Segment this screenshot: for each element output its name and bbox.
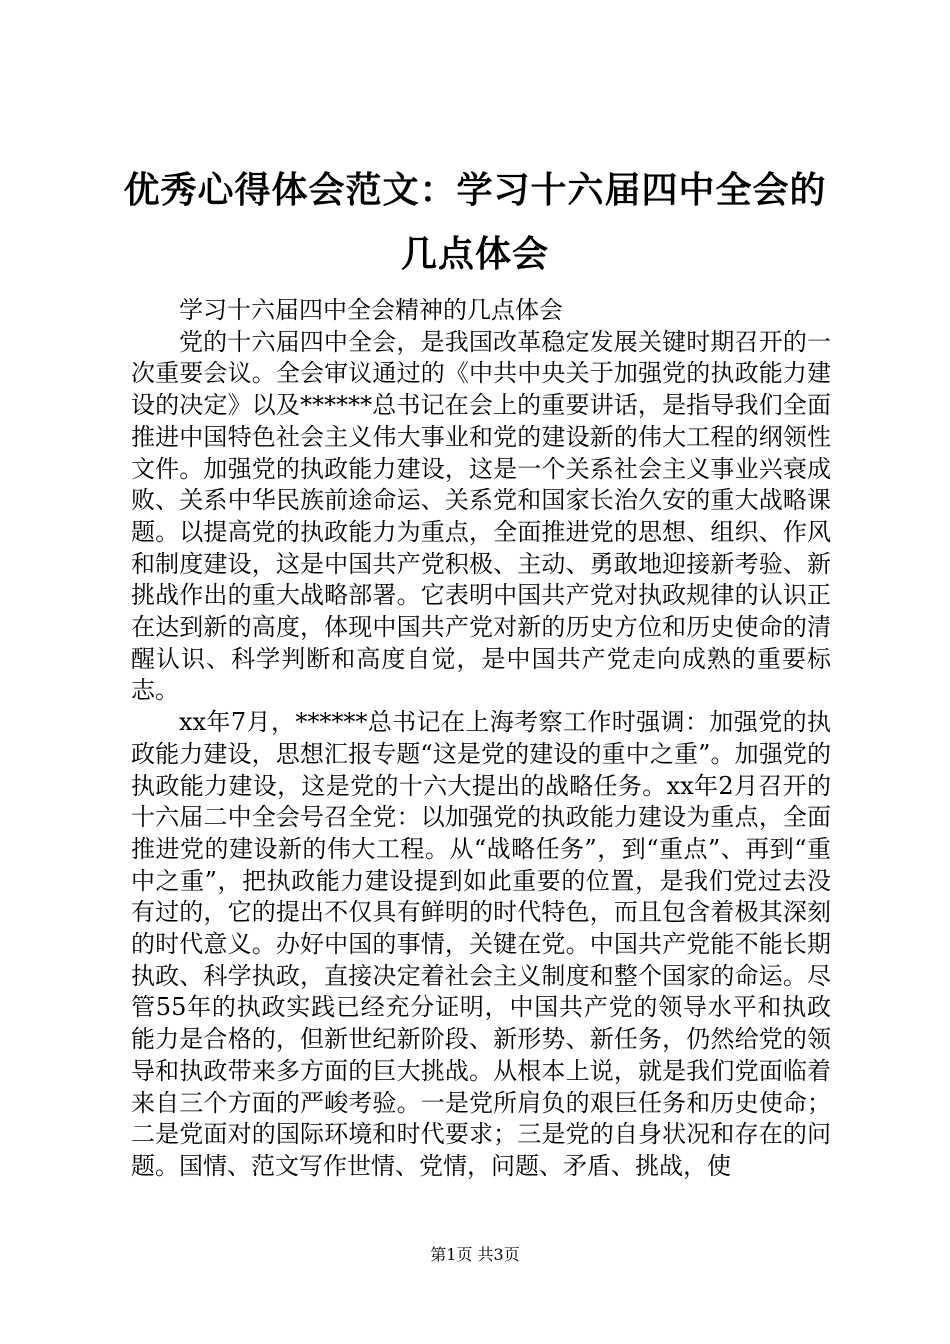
paragraph: xx年7月，******总书记在上海考察工作时强调：加强党的执政能力建设，思想汇报专题“这是党的建设的重中之重”。加强党的执政能力建设，这是党的十六大提出的战略任务。xx年2月召开的十六届二中全会号召全党：以加强党的执政能力建设为重点，全面推进党的建设新的伟大工程。从“战略任务”，到“重点”、再到“重中之重”，把执政能力建设提到如此重要的位置，是我们党过去没有过的，它的提出不仅具有鲜明的时代特色，而且包含着极其深刻的时代意义。办好中国的事情，关键在党。中国共产党能不能长期执政、科学执政，直接决定着社会主义制度和整个国家的命运。尽管55年的执政实践已经充分证明，中国共产党的领导水平和执政能力是合格的，但新世纪新阶段、新形势、新任务，仍然给党的领导和执政带来多方面的巨大挑战。从根本上说，就是我们党面临着来自三个方面的严峻考验。一是党所肩负的艰巨任务和历史使命；二是党面对的国际环境和时代要求；三是党的自身状况和存在的问题。国情、范文写作世情、党情，问题、矛盾、挑战，使 xyxy=(131,708,831,1180)
document-subtitle: 学习十六届四中全会精神的几点体会 xyxy=(179,296,563,324)
paragraph: 党的十六届四中全会，是我国改革稳定发展关键时期召开的一次重要会议。全会审议通过的《中共中央关于加强党的执政能力建设的决定》以及******总书记在会上的重要讲话，是指导我们全面推进中国特色社会主义伟大事业和党的建设新的伟大工程的纲领性文件。加强党的执政能力建设，这是一个关系社会主义事业兴衰成败、关系中华民族前途命运、关系党和国家长治久安的重大战略课题。以提高党的执政能力为重点，全面推进党的思想、组织、作风和制度建设，这是中国共产党积极、主动、勇敢地迎接新考验、新挑战作出的重大战略部署。它表明中国共产党对执政规律的认识正在达到新的高度，体现中国共产党对新的历史方位和历史使命的清醒认识、科学判断和高度自觉，是中国共产党走向成熟的重要标志。 xyxy=(131,327,831,705)
document-body xyxy=(131,295,831,1183)
page-number: 第1页 共3页 xyxy=(430,1245,520,1264)
document-title: 优秀心得体会范文：学习十六届四中全会的几点体会 xyxy=(123,169,827,275)
